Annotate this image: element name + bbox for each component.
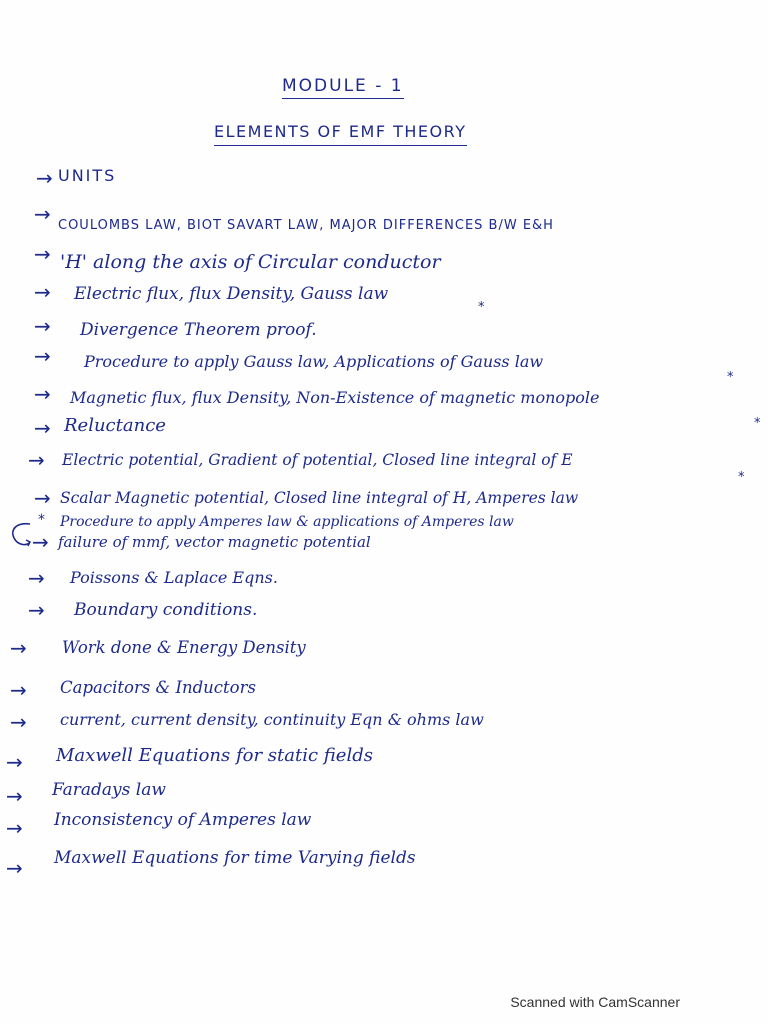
star-mark: * [754, 416, 761, 431]
list-item-text: Magnetic flux, flux Density, Non-Existence of magnetic monopole [70, 388, 600, 407]
list-item [0, 202, 768, 232]
bracket-loop-icon [10, 520, 32, 550]
list-item-text: Reluctance [64, 415, 166, 436]
document-heading: ELEMENTS OF EMF THEORY [214, 122, 467, 146]
arrow-icon: → [10, 678, 27, 702]
list-item [0, 370, 768, 408]
list-item [0, 344, 768, 374]
list-item-text: COULOMBS LAW, BIOT SAVART LAW, MAJOR DIFFERENCES B/W E&H [58, 218, 554, 233]
list-item [0, 312, 768, 342]
star-mark: * [738, 470, 745, 485]
list-item-text: Maxwell Equations for time Varying fields [54, 848, 416, 868]
list-item-text: UNITS [58, 166, 117, 185]
list-item-text: Procedure to apply Gauss law, Applications of Gauss law [84, 352, 544, 371]
list-item [0, 636, 768, 666]
arrow-icon: → [34, 382, 51, 406]
list-item-text: Maxwell Equations for static fields [56, 745, 373, 766]
list-item-text: Faradays law [52, 780, 166, 800]
arrow-icon: → [34, 416, 51, 440]
arrow-icon: → [34, 344, 51, 368]
list-item [0, 278, 768, 315]
arrow-icon: → [36, 166, 53, 190]
arrow-icon: → [34, 280, 51, 304]
list-item [0, 598, 768, 628]
arrow-icon: → [28, 566, 45, 590]
list-item-text: Procedure to apply Amperes law & applications of Amperes law [60, 514, 514, 530]
arrow-icon: → [28, 598, 45, 622]
arrow-icon: → [28, 448, 45, 472]
star-mark: * [727, 370, 734, 385]
list-item [0, 706, 768, 736]
arrow-icon: → [10, 636, 27, 660]
list-item-text: 'H' along the axis of Circular conductor [60, 251, 441, 273]
arrow-icon: → [34, 486, 51, 510]
list-item-text: Electric potential, Gradient of potential, Closed line integral of E [62, 451, 573, 469]
list-item-text: failure of mmf, vector magnetic potential [58, 533, 371, 551]
arrow-icon: → [6, 750, 23, 774]
list-item-text: Inconsistency of Amperes law [54, 810, 312, 830]
list-item-text: current, current density, continuity Eqn & ohms law [60, 710, 484, 729]
arrow-icon: → [34, 242, 51, 266]
list-item-text: Divergence Theorem proof. [80, 320, 317, 340]
list-item-text: Scalar Magnetic potential, Closed line integral of H, Amperes law [60, 489, 579, 507]
list-item-text: Electric flux, flux Density, Gauss law [74, 284, 389, 304]
list-item [0, 412, 768, 442]
list-item [0, 530, 768, 560]
star-mark: * [478, 300, 485, 315]
arrow-icon: → [32, 530, 49, 554]
list-item [0, 674, 768, 704]
arrow-icon: → [34, 314, 51, 338]
list-item [0, 470, 768, 512]
list-item-text: Work done & Energy Density [62, 638, 306, 657]
scanner-watermark: Scanned with CamScanner [510, 994, 680, 1010]
arrow-icon: → [6, 816, 23, 840]
list-item [0, 164, 768, 194]
arrow-icon: → [34, 202, 51, 226]
arrow-icon: → [10, 710, 27, 734]
list-item [0, 808, 768, 838]
list-item-text: Poissons & Laplace Eqns. [70, 568, 278, 587]
list-item-text: Boundary conditions. [74, 600, 258, 620]
list-item-text: Capacitors & Inductors [60, 678, 256, 697]
list-item [0, 240, 768, 273]
list-item [0, 742, 768, 772]
list-item [0, 778, 768, 808]
list-item [0, 846, 768, 880]
arrow-icon: → [6, 856, 23, 880]
asterisk-mark: * [38, 512, 45, 528]
list-item [0, 566, 768, 596]
module-title: MODULE - 1 [282, 76, 404, 99]
arrow-icon: → [6, 784, 23, 808]
